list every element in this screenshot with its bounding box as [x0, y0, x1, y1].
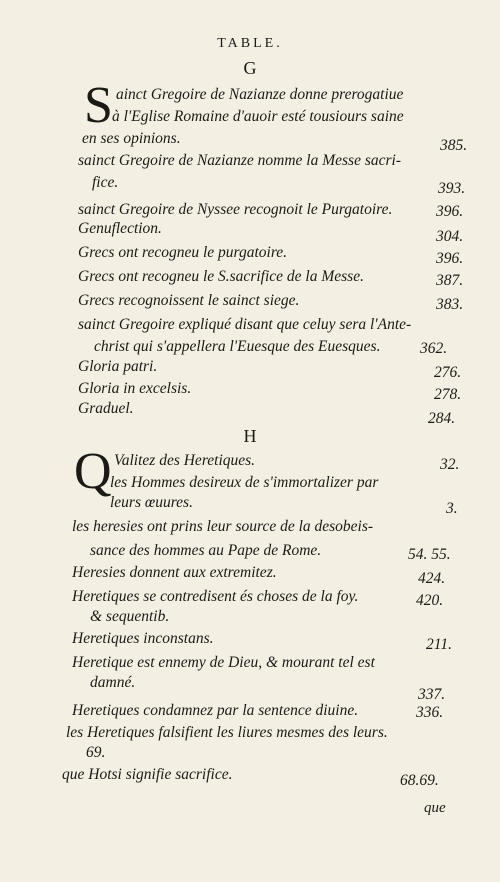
drop-cap-s: S: [84, 77, 113, 134]
page-reference: 337.: [418, 686, 446, 703]
section-letter-h: H: [243, 426, 257, 446]
page-reference: 396.: [436, 203, 464, 220]
page-reference: 284.: [428, 410, 456, 427]
page-reference: 68.69.: [400, 772, 439, 789]
entry-line: Heretiques condamnez par la sentence diuine.: [72, 702, 359, 719]
entry-line: Gloria in excelsis.: [78, 380, 192, 397]
entry-line: & sequentib.: [90, 608, 170, 625]
entry-line: Grecs ont recogneu le purgatoire.: [78, 244, 288, 261]
entry-line: les heresies ont prins leur source de la desobeis-: [72, 518, 374, 535]
entry-line: Grecs ont recogneu le S.sacrifice de la Messe.: [78, 268, 364, 285]
entry-line: Heretique est ennemy de Dieu, & mourant tel est: [72, 654, 375, 671]
entry-line: Valitez des Heretiques.: [114, 452, 256, 469]
page-reference: 420.: [416, 592, 444, 609]
page-reference: 362.: [420, 340, 448, 357]
page-reference: 385.: [440, 137, 468, 154]
entry-line: fice.: [92, 174, 119, 191]
page-reference: 3.: [446, 500, 458, 517]
section-letter-g: G: [243, 58, 257, 78]
entry-line: sainct Gregoire de Nyssee recognoit le Purgatoire.: [78, 201, 393, 218]
page-reference: 393.: [438, 180, 466, 197]
entry-line: 69.: [86, 744, 106, 761]
running-title: TABLE.: [217, 36, 283, 51]
page-reference: 278.: [434, 386, 462, 403]
page-reference: 54. 55.: [408, 546, 451, 563]
entry-line: Heresies donnent aux extremitez.: [72, 564, 277, 581]
page-reference: 396.: [436, 250, 464, 267]
entry-line: sainct Gregoire de Nazianze nomme la Messe sacri-: [78, 152, 402, 169]
entry-line: Graduel.: [78, 400, 134, 417]
entry-line: les Heretiques falsifient les liures mesmes des leurs.: [66, 724, 388, 741]
entry-line: ainct Gregoire de Nazianze donne prerogatiue: [116, 86, 404, 103]
entry-line: damné.: [90, 674, 136, 691]
page-reference: 211.: [426, 636, 452, 653]
entry-line: Grecs recognoissent le sainct siege.: [78, 292, 300, 309]
page-reference: 336.: [416, 704, 444, 721]
page-reference: 32.: [440, 456, 460, 473]
page-reference: 424.: [418, 570, 446, 587]
entry-line: les Hommes desireux de s'immortalizer par: [110, 474, 379, 491]
page-reference: 304.: [436, 228, 464, 245]
entry-line: christ qui s'appellera l'Euesque des Euesques.: [94, 338, 381, 355]
entry-line: en ses opinions.: [82, 130, 181, 147]
entry-line: Genuflection.: [78, 220, 162, 237]
entry-line: sance des hommes au Pape de Rome.: [90, 542, 322, 559]
entry-line: à l'Eglise Romaine d'auoir esté tousiours saine: [112, 108, 404, 125]
catchword: que: [424, 800, 446, 816]
entry-line: Heretiques inconstans.: [72, 630, 214, 647]
entry-line: Gloria patri.: [78, 358, 158, 375]
page-reference: 383.: [436, 296, 464, 313]
entry-line: leurs œuures.: [110, 494, 193, 511]
entry-line: Heretiques se contredisent és choses de la foy.: [72, 588, 359, 605]
entry-line: que Hotsi signifie sacrifice.: [62, 766, 233, 783]
entry-line: sainct Gregoire expliqué disant que celuy sera l'Ante-: [78, 316, 412, 333]
page-reference: 387.: [436, 272, 464, 289]
drop-cap-q: Q: [74, 443, 112, 500]
page-reference: 276.: [434, 364, 462, 381]
